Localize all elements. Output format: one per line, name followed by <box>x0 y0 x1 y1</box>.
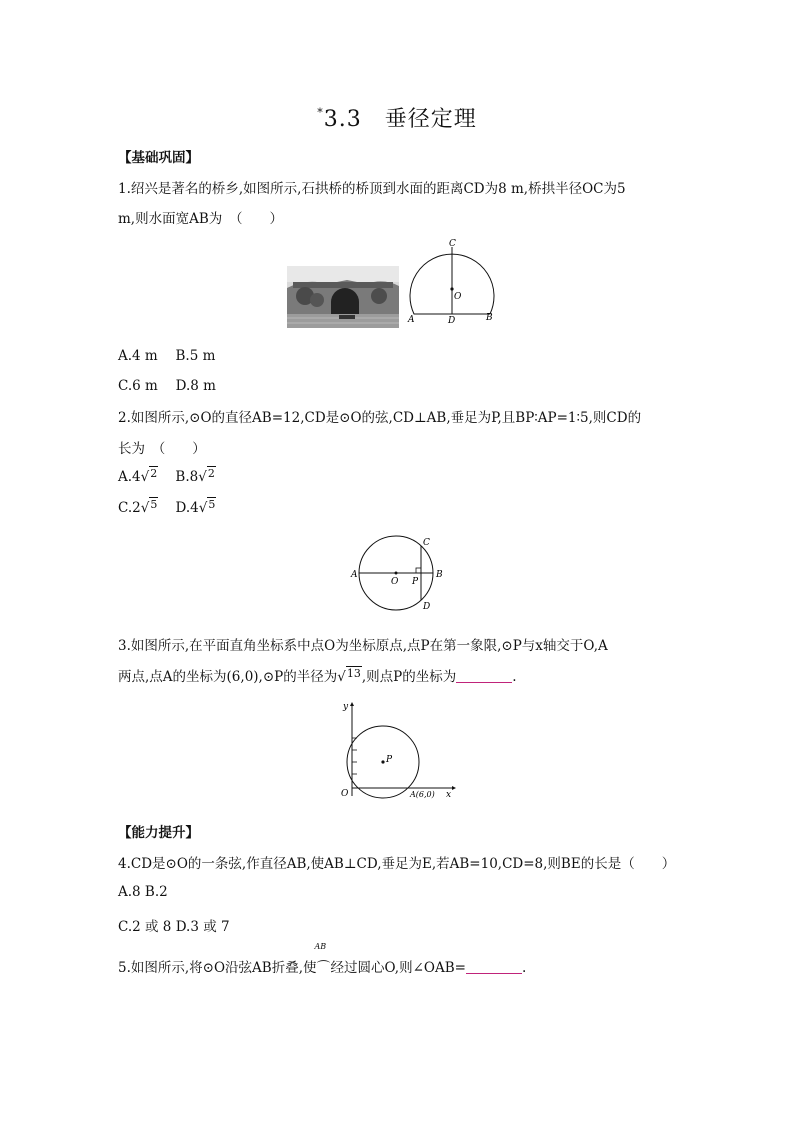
q4-options-row1: A.8 B.2 <box>118 884 168 900</box>
q3-coordinate-diagram <box>334 700 458 800</box>
q1-text-line1: 1.绍兴是著名的桥乡,如图所示,石拱桥的桥顶到水面的距离CD为8 m,桥拱半径OC为5 <box>118 181 626 197</box>
q2-label-c: C <box>423 538 430 548</box>
q1-options-row1: A.4 m B.5 m <box>118 348 216 364</box>
q3-line2-post: ,则点P的坐标为 <box>361 669 457 685</box>
q2-option-a: A.4 <box>118 469 141 485</box>
q3-label-p: P <box>386 755 393 765</box>
q2-option-c: C.2 <box>118 500 141 516</box>
title-text: 垂径定理 <box>384 107 477 132</box>
q5-text-post: 经过圆心O,则∠OAB= <box>330 960 466 976</box>
q1-label-o: O <box>454 292 462 302</box>
q2-option-c-radicand: 5 <box>150 498 158 511</box>
q5-text-pre: 5.如图所示,将⊙O沿弦AB折叠,使 <box>118 960 317 976</box>
q3-text-line1: 3.如图所示,在平面直角坐标系中点O为坐标原点,点P在第一象限,⊙P与x轴交于O,A <box>118 638 608 654</box>
q1-label-c: C <box>449 239 456 249</box>
section-advanced-heading: 【能力提升】 <box>118 825 199 841</box>
section-basic-heading: 【基础巩固】 <box>118 150 199 166</box>
section-number: 3.3 <box>323 107 362 132</box>
q5-text-end: . <box>521 960 527 976</box>
q2-option-a-radicand: 2 <box>150 467 158 480</box>
q2-label-p: P <box>412 577 419 587</box>
q2-label-b: B <box>436 570 443 580</box>
bridge-photo <box>287 266 399 328</box>
q1-arch-diagram <box>402 238 502 326</box>
q3-label-y: y <box>343 702 349 712</box>
q2-text-line2: 长为 （ ） <box>118 441 206 457</box>
page-title <box>0 102 794 133</box>
q3-label-x: x <box>446 790 452 800</box>
q2-option-b: B.8 <box>175 469 199 485</box>
q3-line2-pre: 两点,点A的坐标为(6,0),⊙P的半径为 <box>118 669 338 685</box>
q2-option-b-radicand: 2 <box>207 467 215 480</box>
q1-label-b: B <box>486 313 493 323</box>
q4-text-line1: 4.CD是⊙O的一条弦,作直径AB,使AB⊥CD,垂足为E,若AB=10,CD=8,则BE的长是（ ） <box>118 856 676 872</box>
q2-option-d: D.4 <box>175 500 199 516</box>
title-mark: * <box>317 106 324 119</box>
arc-ab-symbol: AB ⌒ <box>314 942 331 976</box>
q2-option-d-radicand: 5 <box>208 498 216 511</box>
q1-options-row2: C.6 m D.8 m <box>118 378 216 394</box>
q3-label-o: O <box>341 789 349 799</box>
q2-label-a: A <box>351 570 358 580</box>
q5-text <box>118 942 527 976</box>
q5-answer-blank[interactable] <box>466 961 522 974</box>
arc-ab-label: AB <box>314 942 327 951</box>
q3-answer-blank[interactable] <box>456 670 512 683</box>
q2-options-row1: A.4√$^2$ B.8√$^2$ <box>118 467 215 485</box>
q2-options-row2: C.2√$^5$ D.4√$^5$ <box>118 498 216 516</box>
q2-label-o: O <box>391 577 399 587</box>
q3-radicand: 13 <box>346 667 361 680</box>
q2-circle-diagram <box>346 533 452 615</box>
q1-text-line2: m,则水面宽AB为 （ ） <box>118 211 284 227</box>
q1-label-d: D <box>448 316 456 326</box>
q3-line2-end: . <box>512 669 517 685</box>
q2-label-d: D <box>423 602 431 612</box>
q1-label-a: A <box>408 315 415 325</box>
q2-text-line1: 2.如图所示,⊙O的直径AB=12,CD是⊙O的弦,CD⊥AB,垂足为P,且BP∶AP=1∶5,则CD的 <box>118 410 642 426</box>
q3-text-line2: 两点,点A的坐标为(6,0),⊙P的半径为√$^{13}$,则点P的坐标为 . <box>118 667 517 685</box>
q3-label-a: A(6,0) <box>410 790 435 799</box>
q4-options-row2: C.2 或 8 D.3 或 7 <box>118 919 230 935</box>
